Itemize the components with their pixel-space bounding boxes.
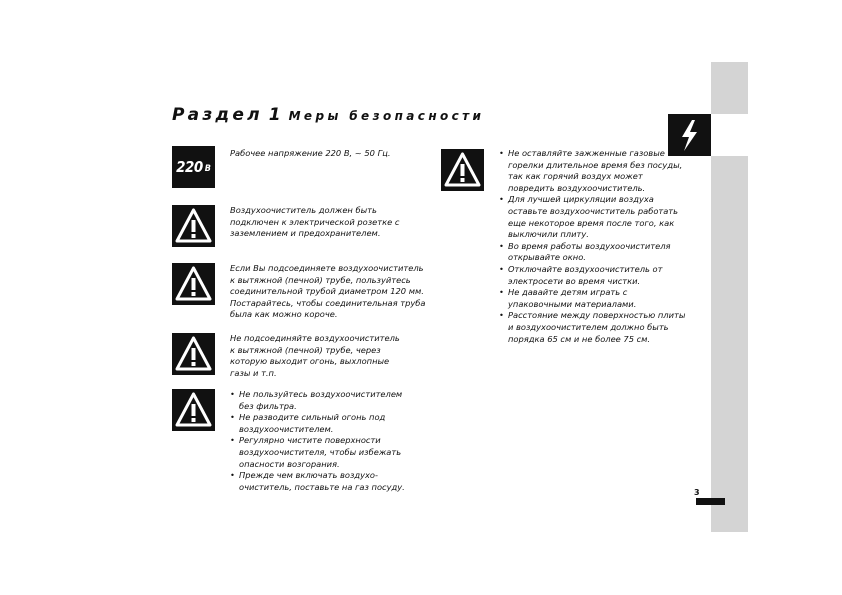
section-number: 1 [268, 105, 281, 125]
item-text-voltage: Рабочее напряжение 220 В, ~ 50 Гц. [230, 148, 391, 158]
side-tab-bottom [711, 156, 748, 532]
voltage-unit: В [204, 163, 211, 174]
item-text-grounding: Воздухоочиститель должен быть подключен к электрической розетке с заземлением и предохранителем. [230, 205, 400, 239]
right-bullet-list [499, 148, 699, 345]
warning-icon [172, 263, 215, 305]
page-title: Меры безопасности [288, 109, 485, 123]
item-text-pipe: Если Вы подсоединяете воздухоочиститель к вытяжной (печной) трубе, пользуйтесь соединительной трубой диаметром 120 мм. Постарайтесь, чтобы соединительная труба была как можно короче. [230, 263, 426, 320]
left-bullet-list [230, 389, 430, 493]
warning-icon [172, 205, 215, 247]
list-item: • Регулярно чистите поверхности воздухоочистителя, чтобы избежать опасности возгорания. [230, 435, 430, 470]
item-text-exhaust: Не подсоединяйте воздухоочиститель к вытяжной (печной) трубе, через которую выходит огонь, выхлопные газы и т.п. [230, 333, 400, 378]
list-item: • Не оставляйте зажженные газовые горелки длительное время без посуды, так как горячий воздух может повредить воздухоочиститель. [499, 148, 699, 194]
list-item: • Не пользуйтесь воздухоочистителем без фильтра. [230, 389, 430, 412]
voltage-icon [172, 146, 215, 188]
section-heading [172, 105, 484, 125]
side-tab-top [711, 62, 748, 114]
section-word: Раздел [172, 105, 263, 125]
warning-icon [441, 149, 484, 191]
list-item: • Не давайте детям играть с упаковочными материалами. [499, 287, 699, 310]
list-item: • Не разводите сильный огонь под воздухоочистителем. [230, 412, 430, 435]
list-item: • Для лучшей циркуляции воздуха оставьте воздухоочиститель работать еще некоторое время после того, как выключили плиту. [499, 194, 699, 240]
list-item: • Отключайте воздухоочиститель от электросети во время чистки. [499, 264, 699, 287]
voltage-value: 220 [176, 158, 203, 176]
list-item: • Расстояние между поверхностью плиты и воздухоочистителем должно быть порядка 65 см и не более 75 см. [499, 310, 699, 345]
page-number: 3 [694, 488, 700, 497]
page-number-bar [696, 498, 725, 505]
list-item: • Во время работы воздухоочистителя открывайте окно. [499, 241, 699, 264]
warning-icon [172, 333, 215, 375]
warning-icon [172, 389, 215, 431]
list-item: • Прежде чем включать воздухо- очиститель, поставьте на газ посуду. [230, 470, 430, 493]
